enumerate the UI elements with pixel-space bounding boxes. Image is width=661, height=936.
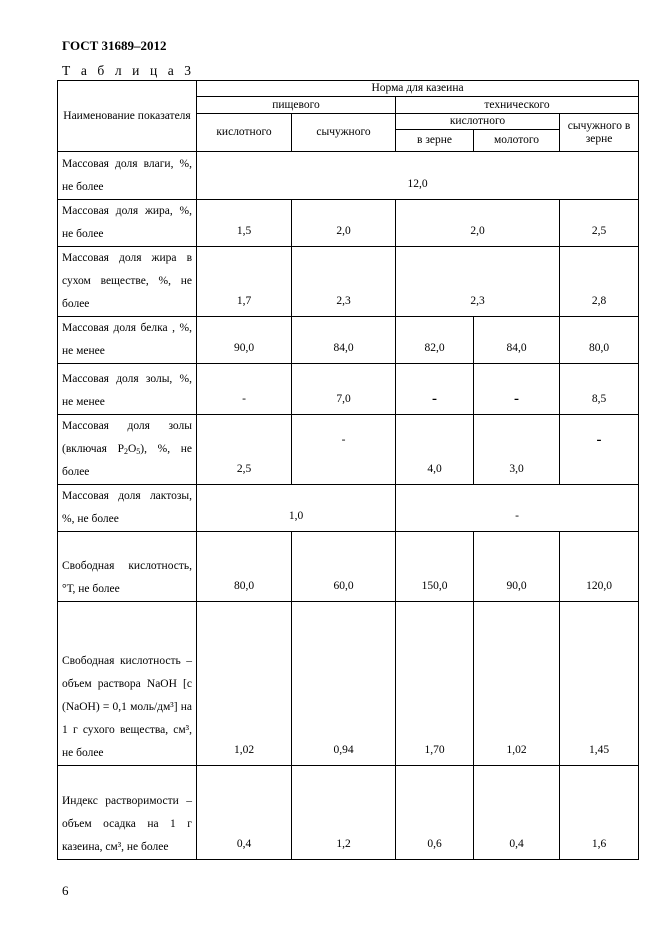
- header-technical: технического: [396, 97, 639, 114]
- value-cell: -: [292, 415, 396, 485]
- value-cell: 3,0: [474, 415, 560, 485]
- value-cell: -: [474, 364, 560, 415]
- value-cell: 2,3: [396, 247, 560, 317]
- header-row-1: [58, 81, 639, 97]
- value-cell: 80,0: [560, 317, 639, 364]
- table-row: [58, 364, 639, 415]
- value-cell: 1,5: [197, 200, 292, 247]
- value-cell: 0,4: [197, 766, 292, 860]
- header-food-rennet: сычужного: [292, 114, 396, 152]
- row-name: Свободная кислотность – объем раствора NaOH [с (NaOH) = 0,1 моль/дм³] на 1 г сухого вещества, см³, не более: [58, 602, 197, 766]
- value-cell: 82,0: [396, 317, 474, 364]
- value-cell: 90,0: [197, 317, 292, 364]
- value-cell: 80,0: [197, 532, 292, 602]
- row-name-text: Массовая доля золы (включая $P_2O_5$), %, не более: [62, 420, 193, 478]
- table-row: [58, 602, 639, 766]
- table-row: [58, 766, 639, 860]
- value-cell: 2,0: [292, 200, 396, 247]
- value-cell: 120,0: [560, 532, 639, 602]
- value-cell: 12,0: [197, 152, 639, 200]
- table-row: [58, 532, 639, 602]
- header-food-acid: кислотного: [197, 114, 292, 152]
- value-cell: 60,0: [292, 532, 396, 602]
- table-row: [58, 247, 639, 317]
- table-caption: Т а б л и ц а 3: [62, 63, 195, 78]
- row-name: Индекс растворимости – объем осадка на 1 г казеина, см³, не более: [58, 766, 197, 860]
- row-name: [58, 415, 197, 485]
- header-food: пищевого: [197, 97, 396, 114]
- value-cell: 4,0: [396, 415, 474, 485]
- header-grain: в зерне: [396, 130, 474, 152]
- header-tech-acid: кислотного: [396, 114, 560, 130]
- value-cell: 2,3: [292, 247, 396, 317]
- value-cell: 2,5: [197, 415, 292, 485]
- value-cell: 1,02: [197, 602, 292, 766]
- value-cell: 1,7: [197, 247, 292, 317]
- value-cell: 2,5: [560, 200, 639, 247]
- value-cell: -: [560, 415, 639, 485]
- value-cell: 84,0: [474, 317, 560, 364]
- document-header: ГОСТ 31689–2012: [62, 38, 167, 53]
- value-cell: 1,02: [474, 602, 560, 766]
- value-cell: 2,8: [560, 247, 639, 317]
- value-cell: 150,0: [396, 532, 474, 602]
- row-name: Массовая доля лактозы, %, не более: [58, 485, 197, 532]
- row-name: Массовая доля жира в сухом веществе, %, не более: [58, 247, 197, 317]
- value-cell: 1,6: [560, 766, 639, 860]
- value-cell: 90,0: [474, 532, 560, 602]
- casein-norms-table: [57, 80, 639, 860]
- table-row: [58, 415, 639, 485]
- row-name: Массовая доля жира, %, не более: [58, 200, 197, 247]
- value-cell: 1,2: [292, 766, 396, 860]
- value-cell: -: [197, 364, 292, 415]
- value-cell: -: [396, 485, 639, 532]
- table-row: [58, 200, 639, 247]
- value-cell: 1,45: [560, 602, 639, 766]
- value-cell: 2,0: [396, 200, 560, 247]
- page-number: 6: [62, 883, 69, 898]
- table-row: [58, 317, 639, 364]
- value-cell: 1,0: [197, 485, 396, 532]
- value-cell: -: [396, 364, 474, 415]
- row-name: Массовая доля золы, %, не менее: [58, 364, 197, 415]
- value-cell: 84,0: [292, 317, 396, 364]
- value-cell: 0,94: [292, 602, 396, 766]
- value-cell: 1,70: [396, 602, 474, 766]
- table-row: [58, 485, 639, 532]
- header-indicator-name: Наименование показателя: [58, 81, 197, 152]
- value-cell: 7,0: [292, 364, 396, 415]
- header-tech-rennet-grain: сычужного в зерне: [560, 114, 639, 152]
- value-cell: 0,6: [396, 766, 474, 860]
- header-norm: Норма для казеина: [197, 81, 639, 97]
- value-cell: 8,5: [560, 364, 639, 415]
- row-name: Свободная кислотность, °Т, не более: [58, 532, 197, 602]
- header-ground: молотого: [474, 130, 560, 152]
- value-cell: 0,4: [474, 766, 560, 860]
- row-name: Массовая доля белка , %, не менее: [58, 317, 197, 364]
- table-row: [58, 152, 639, 200]
- row-name: Массовая доля влаги, %, не более: [58, 152, 197, 200]
